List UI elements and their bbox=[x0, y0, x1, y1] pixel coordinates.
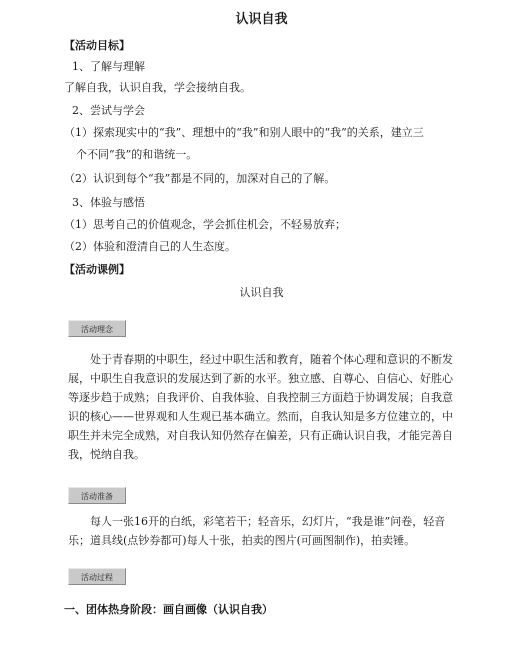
concept-line-1: 处于青春期的中职生，经过中职生活和教育，随着个体心理和意识的不断发 bbox=[90, 353, 453, 366]
concept-line-5: 职生并未完全成熟，对自我认知仍然存在偏差，只有正确认识自我，才能完善自 bbox=[68, 429, 453, 442]
concept-line-2: 展，中职生自我意识的发展达到了新的水平。独立感、自尊心、自信心、好胜心 bbox=[68, 372, 453, 385]
concept-line-6: 我，悦纳自我。 bbox=[68, 448, 145, 461]
goal-2-item-1-line-1: （1）探索现实中的“我”、理想中的“我”和别人眼中的“我”的关系，建立三 bbox=[64, 126, 424, 139]
concept-line-4: 识的核心——世界观和人生观已基本确立。然而，自我认知是多方位建立的，中 bbox=[68, 410, 453, 423]
goal-3-item-2: （2）体验和澄清自己的人生态度。 bbox=[64, 240, 236, 253]
prep-line-2: 乐；道具线(点钞券都可)每人十张，拍卖的图片(可画图制作)，拍卖锤。 bbox=[68, 534, 416, 547]
process-stage-1-heading: 一、团体热身阶段：画自画像（认识自我） bbox=[64, 603, 273, 616]
goal-1-heading: 1、了解与理解 bbox=[72, 60, 145, 73]
tag-process: 活动过程 bbox=[68, 568, 126, 585]
prep-line-1: 每人一张16开的白纸，彩笔若干；轻音乐，幻灯片，“我是谁”问卷，轻音 bbox=[90, 515, 446, 528]
tag-concept: 活动理念 bbox=[68, 320, 126, 337]
section-heading-example: 【活动课例】 bbox=[64, 263, 130, 276]
concept-line-3: 等逐步趋于成熟；自我评价、自我体验、自我控制三方面趋于协调发展；自我意 bbox=[68, 391, 453, 404]
example-title: 认识自我 bbox=[239, 286, 284, 299]
goal-2-item-1-line-2: 个不同“我”的和谐统一。 bbox=[76, 148, 198, 161]
tag-prep: 活动准备 bbox=[68, 487, 126, 504]
prep-paragraph bbox=[68, 512, 458, 550]
goal-2-heading: 2、尝试与学会 bbox=[72, 104, 145, 117]
section-heading-goals: 【活动目标】 bbox=[64, 39, 130, 52]
goal-3-item-1: （1）思考自己的价值观念，学会抓住机会，不轻易放弃； bbox=[64, 218, 346, 231]
goal-3-heading: 3、体验与感悟 bbox=[72, 196, 145, 209]
goal-2-item-2: （2）认识到每个“我”都是不同的，加深对自己的了解。 bbox=[64, 172, 336, 185]
document-title: 认识自我 bbox=[235, 12, 288, 27]
goal-1-text: 了解自我，认识自我，学会接纳自我。 bbox=[64, 81, 251, 94]
concept-paragraph bbox=[68, 350, 458, 464]
